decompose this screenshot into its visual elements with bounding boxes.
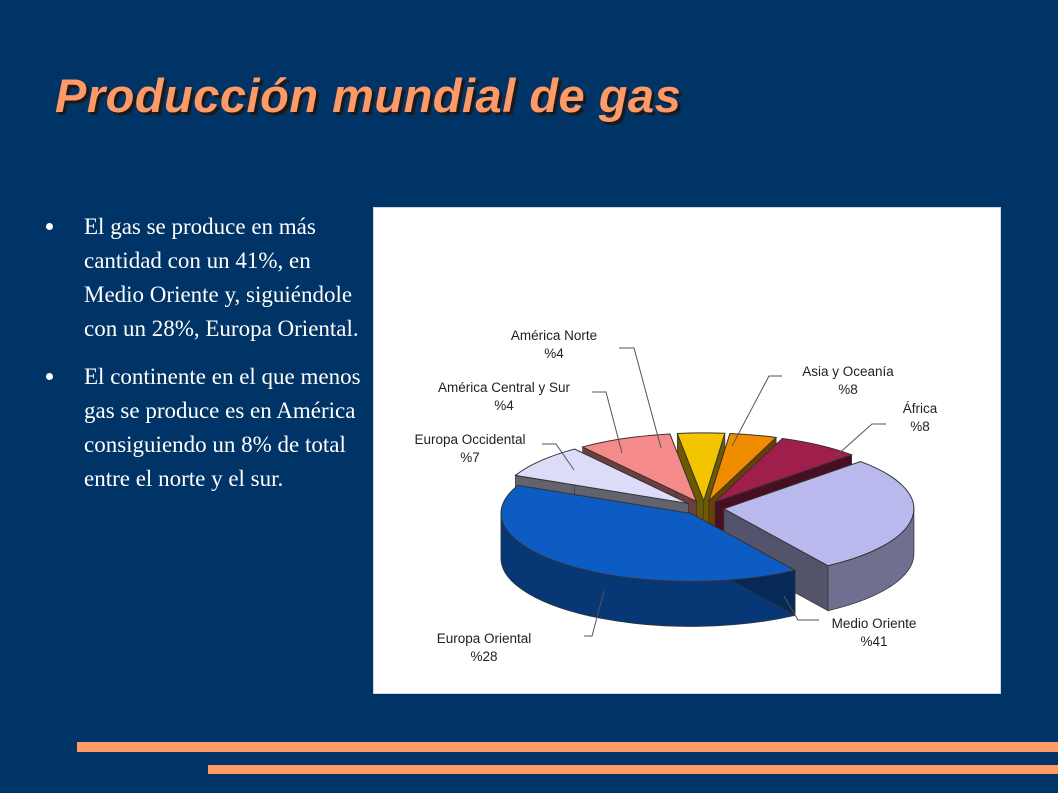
- pie-chart: [374, 208, 1000, 693]
- slice-label-value: %4: [544, 346, 564, 361]
- leader-line: [619, 348, 661, 448]
- bullet-dot-icon: [46, 373, 53, 380]
- slice-label-name: Asia y Oceanía: [802, 364, 894, 379]
- decorative-stripe-top: [77, 742, 1058, 752]
- slice-label-value: %8: [910, 419, 930, 434]
- decorative-stripe-bottom: [208, 765, 1058, 774]
- slice-label-value: %7: [460, 450, 480, 465]
- slide-title: Producción mundial de gas: [55, 69, 682, 122]
- slice-label-value: %4: [494, 398, 514, 413]
- slice-label-name: Europa Occidental: [414, 432, 526, 447]
- slice-label-name: Europa Oriental: [436, 631, 532, 646]
- bullet-item: [40, 360, 370, 496]
- slice-label-name: África: [902, 401, 938, 416]
- bullet-text: El continente en el que menos gas se produce es en América consiguiendo un 8% de total entre el norte y el sur.: [84, 364, 361, 491]
- pie-chart-panel: [373, 207, 1001, 694]
- slice-label-name: América Central y Sur: [437, 380, 571, 395]
- bullet-list: [40, 210, 370, 510]
- slice-label-value: %28: [470, 649, 498, 664]
- slice-label-value: %41: [860, 634, 888, 649]
- slice-label-name: América Norte: [510, 328, 598, 343]
- slice-label-name: Medio Oriente: [831, 616, 917, 631]
- bullet-dot-icon: [46, 223, 53, 230]
- bullet-item: [40, 210, 370, 346]
- bullet-text: El gas se produce en más cantidad con un 41%, en Medio Oriente y, siguiéndole con un 28%, Europa Oriental.: [84, 214, 359, 341]
- slice-label-value: %8: [838, 382, 858, 397]
- leader-line: [836, 424, 886, 456]
